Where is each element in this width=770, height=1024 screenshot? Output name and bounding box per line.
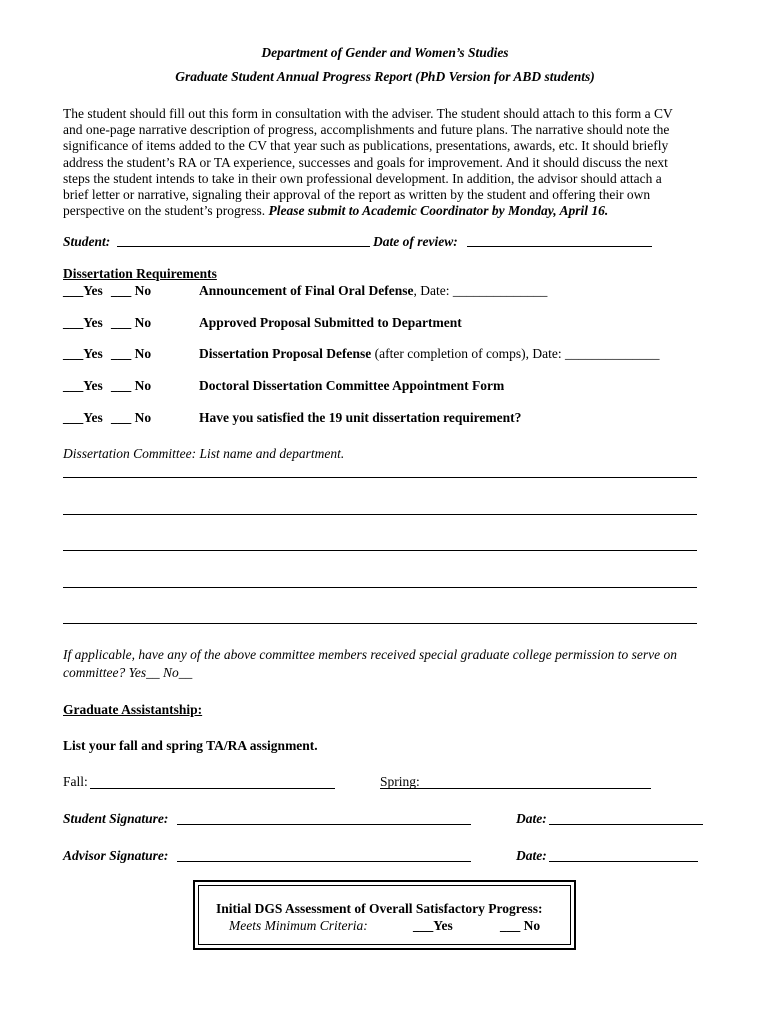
- no-checkbox[interactable]: ___ No: [111, 283, 152, 298]
- advisor-signature-field[interactable]: [177, 861, 471, 862]
- intro-paragraph: [63, 106, 703, 219]
- student-signature-label: Student Signature:: [63, 811, 169, 826]
- spring-label: Spring:: [380, 774, 420, 789]
- intro-last-text: perspective on the student’s progress.: [63, 203, 266, 219]
- no-checkbox[interactable]: ___ No: [111, 410, 152, 425]
- department-title: Department of Gender and Women’s Studies: [261, 45, 509, 60]
- student-date-label: Date:: [516, 811, 547, 826]
- advisor-date-label: Date:: [516, 848, 547, 863]
- requirement-date[interactable]: (after completion of comps), Date: ______________: [371, 346, 660, 361]
- requirement-label: Announcement of Final Oral Defense: [199, 283, 414, 298]
- student-label: Student:: [63, 234, 111, 249]
- yes-checkbox[interactable]: ___Yes: [63, 283, 103, 298]
- date-of-review-label: Date of review:: [373, 234, 458, 249]
- committee-line[interactable]: [63, 514, 697, 515]
- committee-line[interactable]: [63, 477, 697, 478]
- assessment-title: Initial DGS Assessment of Overall Satisfactory Progress:: [216, 901, 543, 916]
- permission-answer[interactable]: committee? Yes__ No__: [63, 665, 193, 680]
- requirement-item: [199, 315, 462, 331]
- intro-line: brief letter or narrative, signaling their approval of the report as written by the student and offering their own: [63, 187, 651, 203]
- requirement-item: [199, 410, 521, 426]
- advisor-signature-label: Advisor Signature:: [63, 848, 169, 863]
- no-checkbox[interactable]: ___ No: [111, 378, 152, 393]
- date-of-review-field[interactable]: [467, 246, 652, 247]
- criteria-label: Meets Minimum Criteria:: [229, 918, 368, 933]
- criteria-yes[interactable]: ___Yes: [413, 918, 453, 933]
- requirement-item: [199, 378, 504, 394]
- permission-question: If applicable, have any of the above committee members received special graduate college permission to serve on: [63, 647, 677, 662]
- spring-field[interactable]: [380, 788, 651, 789]
- requirement-item: [199, 283, 547, 299]
- committee-line[interactable]: [63, 623, 697, 624]
- student-name-field[interactable]: [117, 246, 370, 247]
- yes-checkbox[interactable]: ___Yes: [63, 410, 103, 425]
- intro-line: steps the student intends to take in their own professional development. In addition, the advisor should attach a: [63, 170, 662, 186]
- advisor-date-field[interactable]: [549, 861, 698, 862]
- intro-line: significance of items added to the CV that year such as publications, presentations, awards, etc. It should briefly: [63, 138, 669, 154]
- yes-checkbox[interactable]: ___Yes: [63, 378, 103, 393]
- report-title: Graduate Student Annual Progress Report (PhD Version for ABD students): [175, 69, 595, 84]
- submission-deadline: Please submit to Academic Coordinator by Monday, April 16.: [268, 203, 609, 219]
- student-date-field[interactable]: [549, 824, 703, 825]
- student-signature-field[interactable]: [177, 824, 471, 825]
- intro-line: address the student’s RA or TA experience, successes and goals for improvement. And it should discuss the next: [63, 154, 668, 170]
- committee-line[interactable]: [63, 550, 697, 551]
- committee-prompt: Dissertation Committee: List name and department.: [63, 446, 345, 461]
- intro-line: The student should fill out this form in consultation with the adviser. The student should attach to this form a CV: [63, 106, 673, 121]
- no-checkbox[interactable]: ___ No: [111, 346, 152, 361]
- dissertation-heading: Dissertation Requirements: [63, 266, 217, 281]
- fall-label: Fall:: [63, 774, 88, 789]
- requirement-date[interactable]: , Date: ______________: [413, 283, 548, 298]
- requirement-label: Have you satisfied the 19 unit dissertation requirement?: [199, 410, 522, 425]
- requirement-item: [199, 346, 660, 362]
- intro-line: and one-page narrative description of progress, accomplishments and future plans. The narrative should note the: [63, 122, 670, 138]
- no-checkbox[interactable]: ___ No: [111, 315, 152, 330]
- fall-field[interactable]: [90, 788, 335, 789]
- requirement-label: Approved Proposal Submitted to Department: [199, 315, 462, 330]
- yes-checkbox[interactable]: ___Yes: [63, 346, 103, 361]
- intro-last-line: [63, 203, 703, 219]
- committee-line[interactable]: [63, 587, 697, 588]
- criteria-no[interactable]: ___ No: [500, 918, 541, 933]
- assistantship-heading: Graduate Assistantship:: [63, 702, 203, 717]
- requirement-label: Dissertation Proposal Defense: [199, 346, 372, 361]
- yes-checkbox[interactable]: ___Yes: [63, 315, 103, 330]
- assistantship-instruction: List your fall and spring TA/RA assignment.: [63, 738, 318, 753]
- requirement-label: Doctoral Dissertation Committee Appointment Form: [199, 378, 505, 393]
